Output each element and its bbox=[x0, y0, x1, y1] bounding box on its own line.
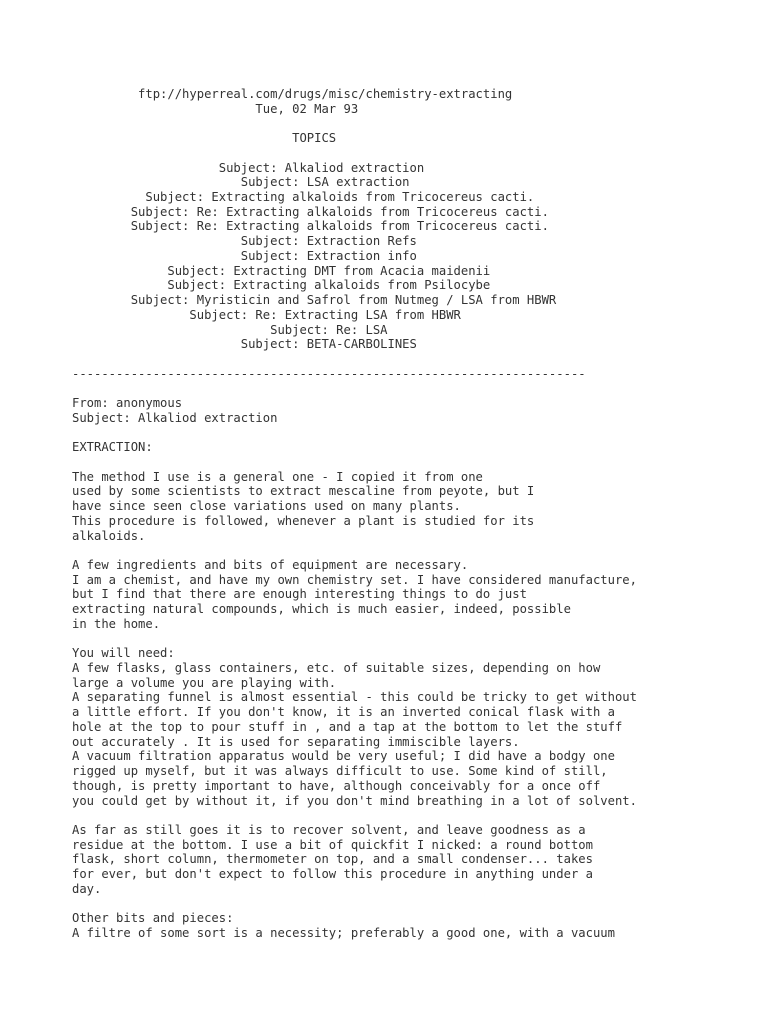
text-line: Subject: Extracting alkaloids from Tricocereus cacti. bbox=[72, 190, 535, 205]
text-line: large a volume you are playing with. bbox=[72, 675, 337, 690]
text-line: I am a chemist, and have my own chemistry set. I have considered manufacture, bbox=[72, 572, 637, 587]
text-line: extracting natural compounds, which is much easier, indeed, possible bbox=[72, 602, 571, 617]
text-line: Subject: Re: Extracting alkaloids from Tricocereus cacti. bbox=[72, 204, 549, 219]
text-line: Subject: Re: Extracting alkaloids from Tricocereus cacti. bbox=[72, 219, 549, 234]
blank-line bbox=[72, 632, 762, 647]
text-line: Subject: BETA-CARBOLINES bbox=[72, 337, 417, 352]
blank-line bbox=[72, 381, 762, 396]
text-line: From: anonymous bbox=[72, 396, 183, 411]
text-line: in the home. bbox=[72, 616, 161, 631]
text-line: flask, short column, thermometer on top, and a small condenser... takes bbox=[72, 852, 593, 867]
text-line: A vacuum filtration apparatus would be very useful; I did have a bodgy one bbox=[72, 749, 615, 764]
blank-line bbox=[72, 352, 762, 367]
text-line: Other bits and pieces: bbox=[72, 911, 234, 926]
text-line: EXTRACTION: bbox=[72, 440, 153, 455]
text-line: Subject: Extracting alkaloids from Psilocybe bbox=[72, 278, 491, 293]
text-line: rigged up myself, but it was always difficult to use. Some kind of still, bbox=[72, 764, 608, 779]
blank-line bbox=[72, 808, 762, 823]
blank-line bbox=[72, 146, 762, 161]
text-line: This procedure is followed, whenever a plant is studied for its bbox=[72, 513, 535, 528]
text-line: residue at the bottom. I use a bit of quickfit I nicked: a round bottom bbox=[72, 837, 593, 852]
text-line: A few flasks, glass containers, etc. of suitable sizes, depending on how bbox=[72, 661, 601, 676]
text-line: The method I use is a general one - I copied it from one bbox=[72, 469, 483, 484]
text-line: ---------------------------------------------------------------------- bbox=[72, 366, 586, 381]
text-line: hole at the top to pour stuff in , and a tap at the bottom to let the stuff bbox=[72, 719, 623, 734]
text-line: A separating funnel is almost essential - this could be tricky to get without bbox=[72, 690, 637, 705]
text-line: Subject: Re: Extracting LSA from HBWR bbox=[72, 307, 461, 322]
text-line: used by some scientists to extract mescaline from peyote, but I bbox=[72, 484, 535, 499]
text-line: You will need: bbox=[72, 646, 175, 661]
blank-line bbox=[72, 116, 762, 131]
text-line: out accurately . It is used for separating immiscible layers. bbox=[72, 734, 520, 749]
text-line: have since seen close variations used on many plants. bbox=[72, 499, 461, 514]
text-line: Subject: Alkaliod extraction bbox=[72, 160, 425, 175]
text-line: but I find that there are enough interesting things to do just bbox=[72, 587, 527, 602]
text-line: Subject: Re: LSA bbox=[72, 322, 388, 337]
blank-line bbox=[72, 897, 762, 912]
text-line: you could get by without it, if you don't mind breathing in a lot of solvent. bbox=[72, 793, 637, 808]
blank-line bbox=[72, 543, 762, 558]
text-line: though, is pretty important to have, although conceivably for a once off bbox=[72, 778, 601, 793]
text-line: a little effort. If you don't know, it is an inverted conical flask with a bbox=[72, 705, 615, 720]
text-line: A few ingredients and bits of equipment are necessary. bbox=[72, 558, 469, 572]
text-line: As far as still goes it is to recover solvent, and leave goodness as a bbox=[72, 822, 586, 837]
text-line: alkaloids. bbox=[72, 528, 146, 543]
text-line: Subject: LSA extraction bbox=[72, 175, 410, 190]
blank-line bbox=[72, 426, 762, 441]
text-line: Subject: Extracting DMT from Acacia maidenii bbox=[72, 263, 491, 278]
blank-line bbox=[72, 455, 762, 470]
text-line: Subject: Extraction Refs bbox=[72, 234, 417, 249]
text-line: Subject: Myristicin and Safrol from Nutmeg / LSA from HBWR bbox=[72, 293, 557, 308]
text-line: Subject: Extraction info bbox=[72, 248, 417, 263]
text-line: for ever, but don't expect to follow this procedure in anything under a bbox=[72, 867, 593, 882]
text-line: day. bbox=[72, 881, 102, 896]
text-line: Tue, 02 Mar 93 bbox=[72, 101, 359, 116]
text-line: A filtre of some sort is a necessity; preferably a good one, with a vacuum bbox=[72, 925, 615, 940]
text-line: Subject: Alkaliod extraction bbox=[72, 410, 278, 425]
text-line: ftp://hyperreal.com/drugs/misc/chemistry-extracting bbox=[72, 87, 513, 101]
text-line: TOPICS bbox=[72, 131, 337, 146]
document-text bbox=[72, 87, 762, 941]
